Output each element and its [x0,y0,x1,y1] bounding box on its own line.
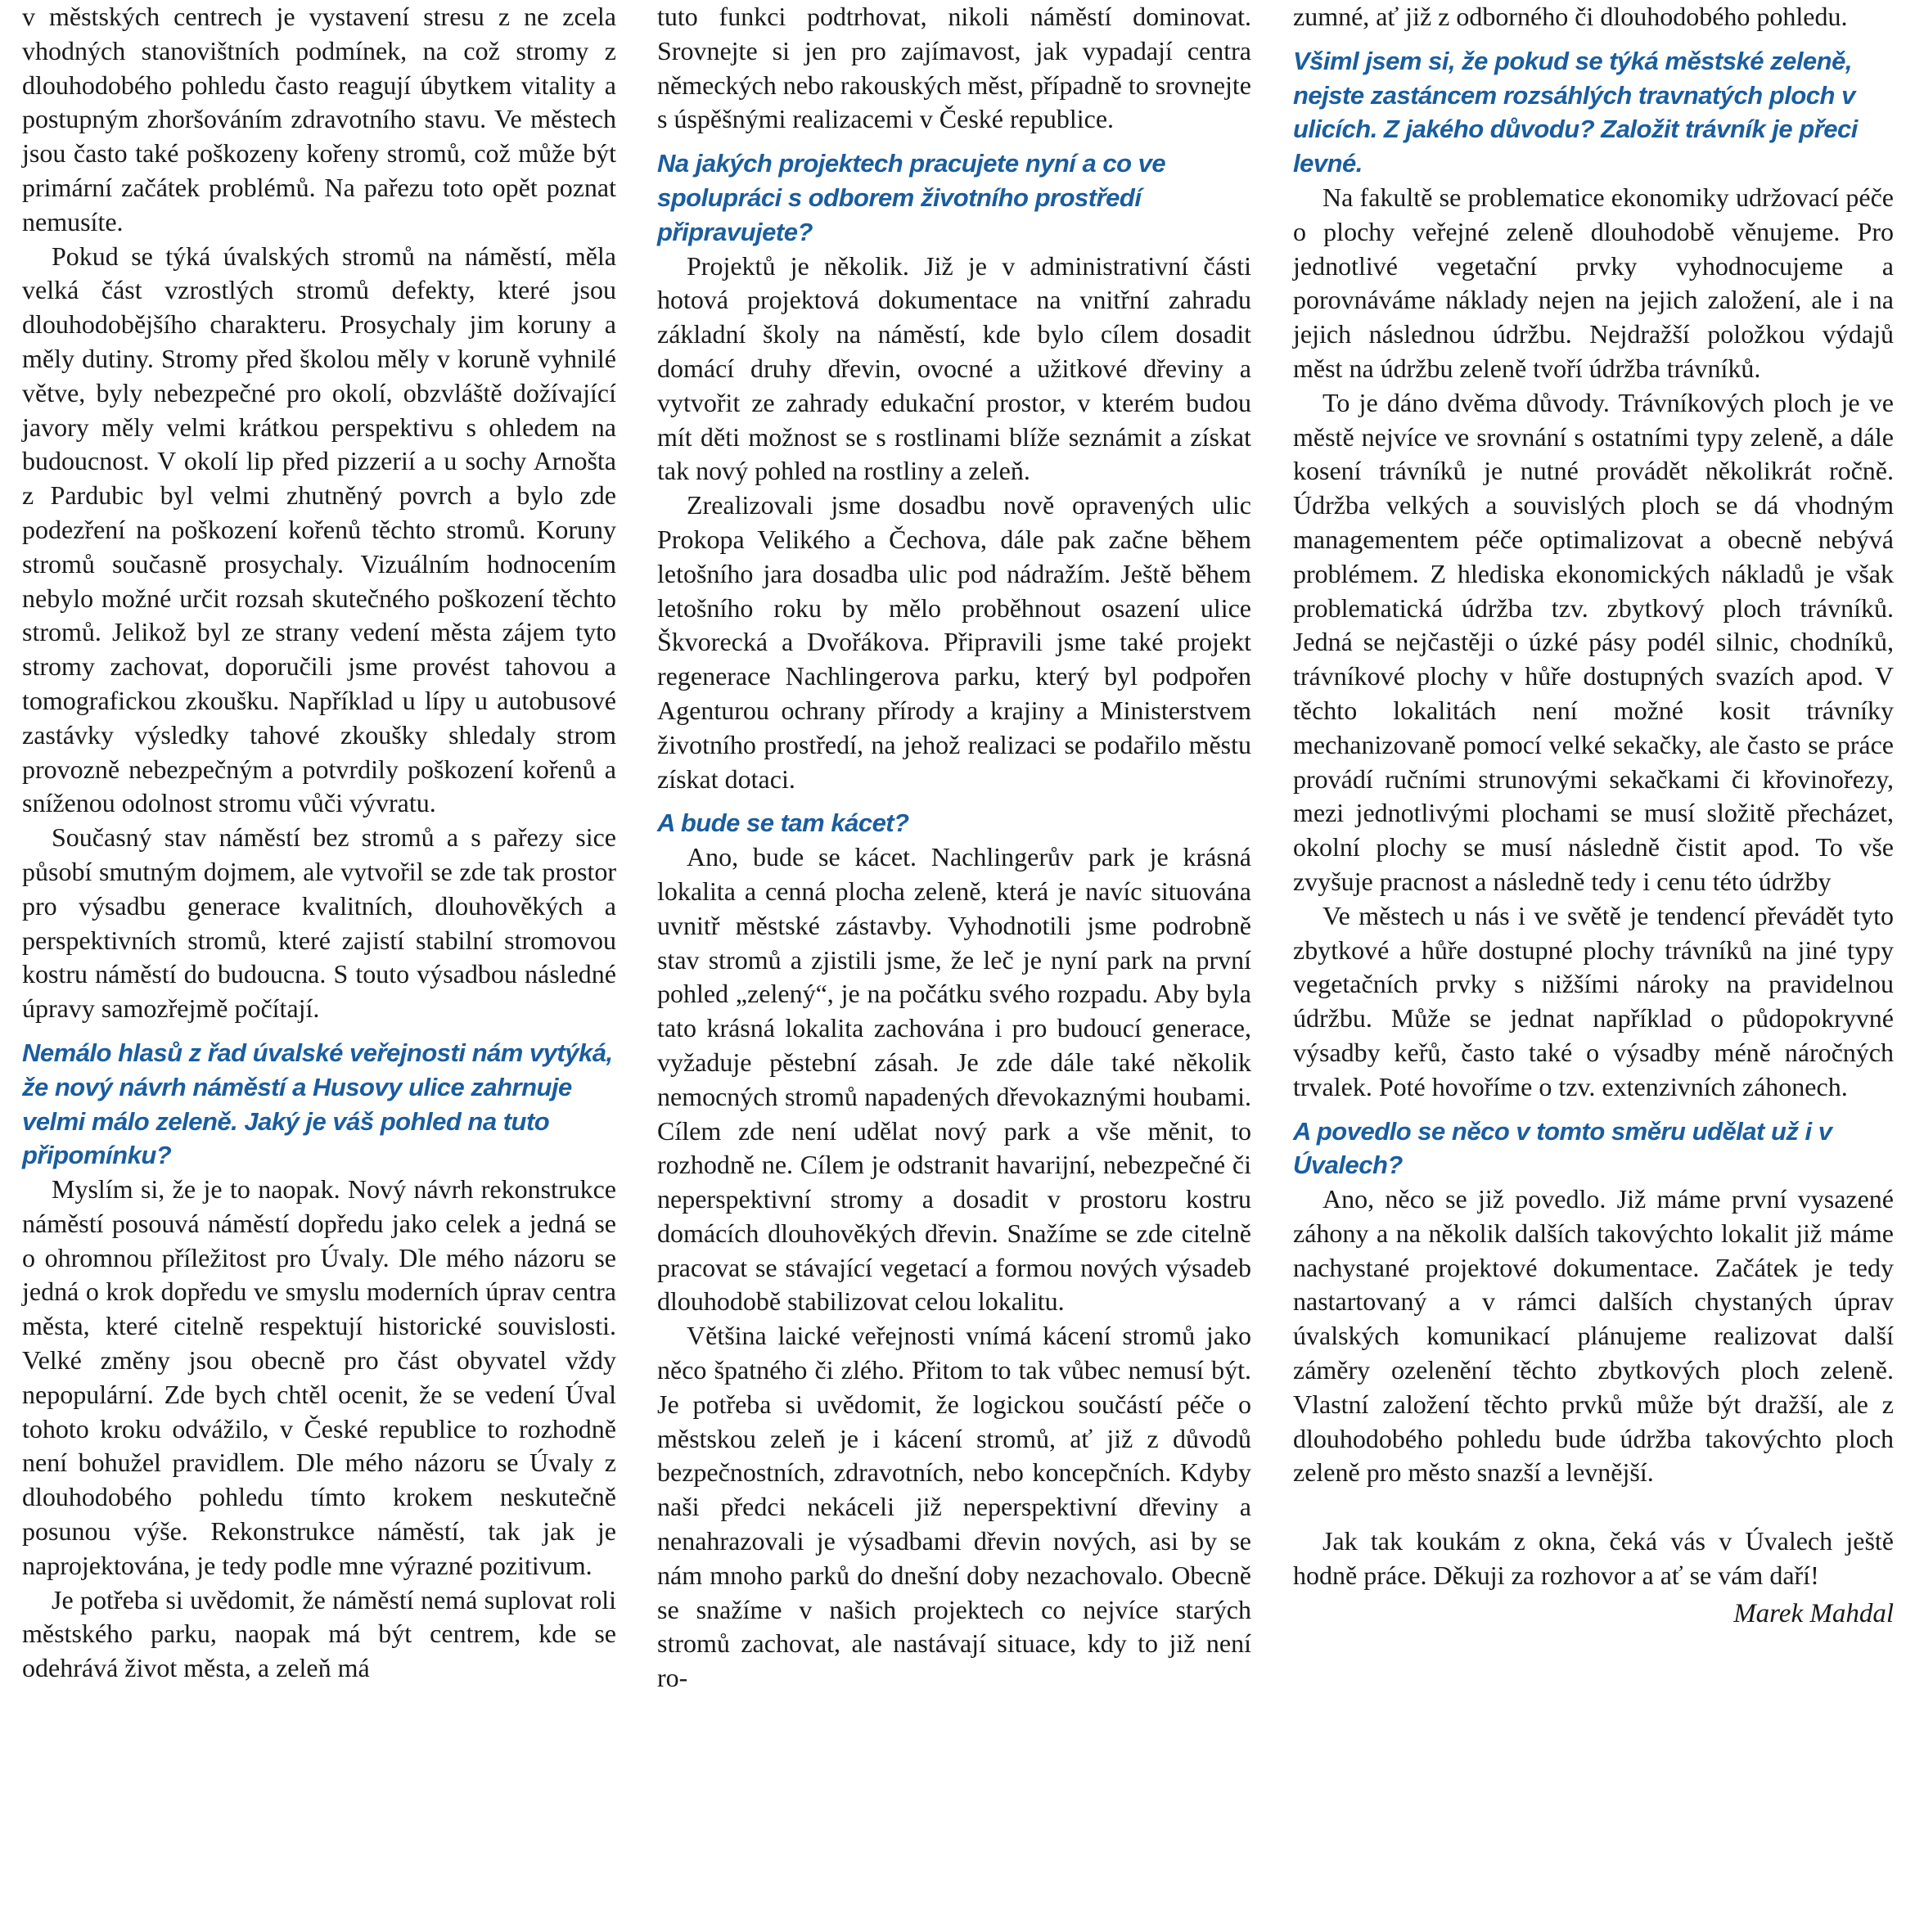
column-1 [22,0,616,1686]
paragraph: Zrealizovali jsme dosadbu nově opravených ulic Prokopa Velikého a Čechova, dále pak začne během letošního jara dosadba ulic pod nádražím. Ještě během letošního roku by mělo proběhnout osazení ulice Škvorecká a Dvořákova. Připravili jsme také projekt regenerace Nachlingerova parku, který byl podpořen Agenturou ochrany přírody a krajiny a Ministerstvem životního prostředí, na jehož realizaci se podařilo městu získat dotaci. [657,490,1251,794]
column-3 [1293,0,1894,1631]
interview-question: Nemálo hlasů z řad úvalské veřejnosti nám vytýká, že nový návrh náměstí a Husovy ulice zahrnuje velmi málo zeleně. Jaký je váš pohled na tuto připomínku? [22,1038,613,1170]
paragraph: tuto funkci podtrhovat, nikoli náměstí dominovat. Srovnejte si jen pro zajímavost, jak vypadají centra německých nebo rakouských měst, případně to srovnejte s úspěšnými realizacemi v České republice. [657,2,1251,134]
paragraph: Současný stav náměstí bez stromů a s pařezy sice působí smutným dojmem, ale vytvořil se zde tak prostor pro výsadbu generace kvalitních, dlouhověkých a perspektivních stromů, které zajistí stabilní stromovou kostru náměstí do budoucna. S touto výsadbou následné úpravy samozřejmě počítají. [22,822,616,1024]
paragraph: v městských centrech je vystavení stresu z ne zcela vhodných stanovištních podmínek, na což stromy z dlouhodobého pohledu často reagují úbytkem vitality a postupným zhoršováním zdravotního stavu. Ve městech jsou často také poškozeny kořeny stromů, což může být primární začátek problémů. Na pařezu toto opět poznat nemusíte. [22,2,616,236]
paragraph: Projektů je několik. Již je v administrativní části hotová projektová dokumentace na vnitřní zahradu základní školy na náměstí, kde bylo cílem dosadit domácí druhy dřevin, ovocné a užitkové dřeviny a vytvořit ze zahrady edukační prostor, v kterém budou mít děti možnost se s rostlinami blíže seznámit a získat tak nový pohled na rostliny a zeleň. [657,250,1251,486]
author-signature: Marek Mahdal [1733,1598,1894,1628]
paragraph: Ano, bude se kácet. Nachlingerův park je krásná lokalita a cenná plocha zeleně, která je navíc situována uvnitř městské zástavby. Vyhodnotili jsme podrobně stav stromů a zjistili jsme, že leč je nyní park na první pohled „zelený“, je na počátku svého rozpadu. Aby byla tato krásná lokalita zachována i pro budoucí generace, vyžaduje pěstební zásah. Je zde dále také několik nemocných stromů napadených dřevokaznými houbami. Cílem zde není udělat nový park a vše měnit, to rozhodně ne. Cílem je odstranit havarijní, nebezpečné či neperspektivní stromy a dosadit v prostoru kostru domácích dlouhověkých dřevin. Snažíme se zde citelně pracovat se stávající vegetací a formou nových výsadeb dlouhodobě stabilizovat celou lokalitu. [657,842,1251,1317]
interview-question: Na jakých projektech pracujete nyní a co ve spolupráci s odborem životního prostředí připravujete? [657,149,1166,246]
interview-question: A povedlo se něco v tomto směru udělat už i v Úvalech? [1293,1116,1832,1180]
paragraph: zumné, ať již z odborného či dlouhodobého pohledu. [1293,2,1848,31]
paragraph: Ve městech u nás i ve světě je tendencí převádět tyto zbytkové a hůře dostupné plochy trávníků na jiné typy vegetačních prvky s nižšími nároky na pravidelnou údržbu. Může se jednat například o půdopokryvné výsadby keřů, často také o výsadby méně náročných trvalek. Poté hovoříme o tzv. extenzivních záhonech. [1293,900,1894,1101]
paragraph: Ano, něco se již povedlo. Již máme první vysazené záhony a na několik dalších takovýchto lokalit již máme nachystané projektové dokumentace. Začátek je tedy nastartovaný a v rámci dalších chystaných úprav úvalských komunikací plánujeme realizovat další záměry ozelenění těchto zbytkových ploch zeleně. Vlastní založení těchto prvků může být dražší, ale z dlouhodobého pohledu bude údržba takovýchto ploch zeleně pro město snazší a levnější. [1293,1184,1894,1488]
paragraph: Je potřeba si uvědomit, že náměstí nemá suplovat roli městského parku, naopak má být centrem, kde se odehrává život města, a zeleň má [22,1584,616,1683]
paragraph: Myslím si, že je to naopak. Nový návrh rekonstrukce náměstí posouvá náměstí dopředu jako celek a jedná se o ohromnou příležitost pro Úvaly. Dle mého názoru se jedná o krok dopředu ve smyslu moderních úprav centra města, které citelně respektují historické souvislosti. Velké změny jsou obecně pro část obyvatel vždy nepopulární. Zde bych chtěl ocenit, že se vedení Úval tohoto kroku odvážilo, v České republice to rozhodně není bohužel pravidlem. Dle mého názoru se Úvaly z dlouhodobého pohledu tímto krokem neskutečně posunou výše. Rekonstrukce náměstí, tak jak je naprojektována, je tedy podle mne výrazné pozitivum. [22,1174,616,1580]
interview-question: A bude se tam kácet? [657,808,909,838]
paragraph: Většina laické veřejnosti vnímá kácení stromů jako něco špatného či zlého. Přitom to tak vůbec nemusí být. Je potřeba si uvědomit, že logickou součástí péče o městskou zeleň je i kácení stromů, ať již z důvodů bezpečnostních, zdravotních, nebo koncepčních. Kdyby naši předci nekáceli již neperspektivní dřeviny a nenahrazovali je výsadbami dřevin nových, asi by se nám mnoho parků do dnešní doby nezachovalo. Obecně se snažíme v našich projektech co nejvíce starých stromů zachovat, ale nastávají situace, kdy to již není ro- [657,1321,1251,1693]
closing-paragraph: Jak tak koukám z okna, čeká vás v Úvalech ještě hodně práce. Děkuji za rozhovor a ať se vám daří! [1293,1526,1894,1591]
paragraph: Pokud se týká úvalských stromů na náměstí, měla velká část vzrostlých stromů defekty, které jsou dlouhodobějšího charakteru. Prosychaly jim koruny a měly dutiny. Stromy před školou měly v koruně vyhnilé větve, byly nebezpečné pro okolí, obzvláště dožívající javory měly velmi krátkou perspektivu s ohledem na budoucnost. V okolí lip před pizzerií a u sochy Arnošta z Pardubic byl velmi zhutněný povrch a bylo zde podezření na poškození kořenů těchto stromů. Koruny stromů současně prosychaly. Vizuálním hodnocením nebylo možné určit rozsah skutečného poškození těchto stromů. Jelikož byl ze strany vedení města zájem tyto stromy zachovat, doporučili jsme provést tahovou a tomografickou zkoušku. Například u lípy u autobusové zastávky výsledky tahové zkoušky shledaly strom provozně nebezpečným a potvrdily poškození kořenů a sníženou odolnost stromu vůči vývratu. [22,241,616,818]
paragraph: To je dáno dvěma důvody. Trávníkových ploch je ve městě nejvíce ve srovnání s ostatními typy zeleně, a dále kosení trávníků je nutné provádět několikrát ročně. Údržba velkých a souvislých ploch se dá vhodným managementem péče optimalizovat a obecně nebývá problémem. Z hlediska ekonomických nákladů je však problematická údržba tzv. zbytkový ploch trávníků. Jedná se nejčastěji o úzké pásy podél silnic, chodníků, trávníkové plochy v hůře dostupných svazích apod. V těchto lokalitách není možné kosit trávníky mechanizovaně pomocí velké sekačky, ale často se práce provádí ručními strunovými sekačkami či křovinořezy, mezi jednotlivými plochami se musí složitě přecházet, okolní plochy se musí následně čistit apod. To vše zvyšuje pracnost a následně tedy i cenu této údržby [1293,387,1894,896]
spacer [1293,1490,1894,1524]
column-2 [657,0,1251,1696]
paragraph: Na fakultě se problematice ekonomiky udržovací péče o plochy veřejné zeleně dlouhodobě věnujeme. Pro jednotlivé vegetační prvky vyhodnocujeme a porovnáváme náklady nejen na jejich založení, ale i na jejich následnou údržbu. Nejdražší položkou výdajů měst na údržbu zeleně tvoří údržba trávníků. [1293,182,1894,383]
interview-question: Všiml jsem si, že pokud se týká městské zeleně, nejste zastáncem rozsáhlých travnatých ploch v ulicích. Z jakého důvodu? Založit trávník je přeci levné. [1293,46,1858,178]
